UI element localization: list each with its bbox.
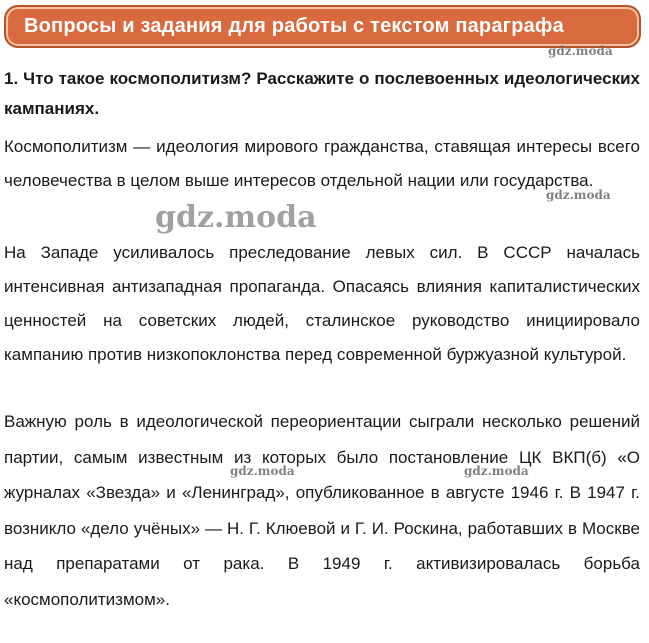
answer-paragraph: Космополитизм — идеология мирового гражданства, ставящая интересы всего человечества в целом выше интересов отдельной нации или государства.: [4, 137, 640, 190]
watermark-large: gdz.moda: [155, 200, 317, 235]
watermark: gdz.moda: [464, 464, 529, 478]
question-heading: 1. Что такое космополитизм? Расскажите о послевоенных идеологических кампаниях.: [4, 69, 640, 118]
answer-paragraph: На Западе усиливалось преследование левых сил. В СССР началась интенсивная антизападная пропаганда. Опасаясь влияния капиталистических ценностей на советских людей, сталинское руководство инициировало кампанию против низкопоклонства перед современной буржуазной культурой.: [4, 243, 640, 364]
section-header-title: Вопросы и задания для работы с текстом параграфа: [24, 15, 564, 37]
watermark: gdz.moda: [546, 188, 611, 202]
section-header-banner: [4, 5, 641, 48]
watermark: gdz.moda: [230, 464, 295, 478]
watermark: gdz.moda: [548, 44, 613, 58]
answer-paragraph: Важную роль в идеологической переориентации сыграли несколько решений партии, самым известным из которых было постановление ЦК ВКП(б) «О журналах «Звезда» и «Ленинград», опубликованное в августе 1946 г. В 1947 г. возникло «дело учёных» — Н. Г. Клюевой и Г. И. Роскина, работавших в Москве над препаратами от рака. В 1949 г. активизировалась борьба «космополитизмом».: [4, 412, 640, 609]
